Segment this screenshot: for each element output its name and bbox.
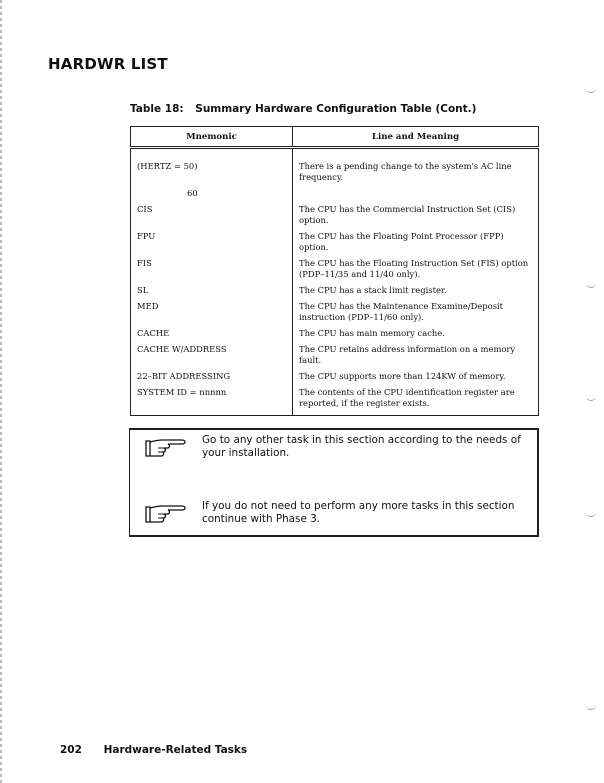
note-text: If you do not need to perform any more tasks in this section continue with Phase 3.	[202, 500, 515, 525]
table-row	[131, 148, 539, 187]
margin-mark	[586, 88, 596, 93]
hardware-config-table	[130, 126, 539, 416]
mnemonic-cell: SYSTEM ID = nnnnn	[131, 385, 293, 416]
table-caption	[130, 103, 476, 115]
meaning-cell: The CPU has the Commercial Instruction Set (CIS) option.	[299, 204, 516, 225]
chapter-title: Hardware-Related Tasks	[103, 744, 248, 756]
meaning-cell	[293, 186, 539, 202]
table-header-row	[131, 127, 539, 148]
table-row	[131, 186, 539, 202]
notes-box	[129, 428, 539, 537]
header-mnemonic: Mnemonic	[131, 127, 293, 148]
mnemonic-cell: CIS	[131, 202, 293, 229]
meaning-cell: The CPU has a stack limit register.	[299, 285, 447, 295]
meaning-cell: The contents of the CPU identification register are reported, if the register exists.	[299, 387, 515, 408]
meaning-cell: The CPU has the Maintenance Examine/Deposit instruction (PDP–11/60 only).	[299, 301, 504, 322]
note-item	[144, 500, 532, 526]
meaning-cell: The CPU has the Floating Instruction Set (FIS) option (PDP–11/35 and 11/40 only).	[299, 258, 529, 279]
section-title: HARDWR LIST	[48, 55, 168, 73]
mnemonic-cell: FPU	[131, 229, 293, 256]
mnemonic-cell: CACHE	[131, 326, 293, 342]
pointing-hand-icon	[144, 503, 188, 525]
mnemonic-cell: 22–BIT ADDRESSING	[131, 369, 293, 385]
header-line-meaning: Line and Meaning	[293, 127, 539, 148]
meaning-cell: The CPU has main memory cache.	[299, 328, 445, 338]
meaning-cell: The CPU has the Floating Point Processor (FPP) option.	[299, 231, 504, 252]
meaning-cell: The CPU supports more than 124KW of memory.	[299, 371, 506, 381]
mnemonic-cell: MED	[131, 299, 293, 326]
table-row	[131, 326, 539, 342]
table-row	[131, 385, 539, 416]
margin-mark	[586, 705, 596, 710]
page-footer	[60, 744, 247, 756]
mnemonic-cell: CACHE W/ADDRESS	[131, 342, 293, 369]
table-row	[131, 202, 539, 229]
table-caption-number: Table 18:	[130, 103, 184, 115]
meaning-cell: The CPU retains address information on a memory fault.	[299, 344, 516, 365]
table-row	[131, 256, 539, 283]
scan-edge	[0, 0, 2, 783]
margin-mark	[586, 396, 596, 401]
pointing-hand-icon	[144, 437, 188, 459]
mnemonic-cell: SL	[131, 283, 293, 299]
table-caption-title: Summary Hardware Configuration Table (Cont.)	[195, 103, 477, 115]
table-row	[131, 299, 539, 326]
note-text: Go to any other task in this section according to the needs of your installation.	[202, 434, 521, 459]
mnemonic-cell: FIS	[131, 256, 293, 283]
mnemonic-cell: (HERTZ = 50)	[131, 148, 293, 187]
page-number: 202	[60, 744, 82, 756]
table-row	[131, 283, 539, 299]
margin-mark	[586, 283, 596, 288]
mnemonic-cell: 60	[131, 186, 293, 202]
table-row	[131, 229, 539, 256]
note-item	[144, 434, 532, 460]
table-row	[131, 369, 539, 385]
margin-mark	[586, 512, 596, 517]
meaning-cell: There is a pending change to the system's AC line frequency.	[299, 161, 512, 182]
table-row	[131, 342, 539, 369]
